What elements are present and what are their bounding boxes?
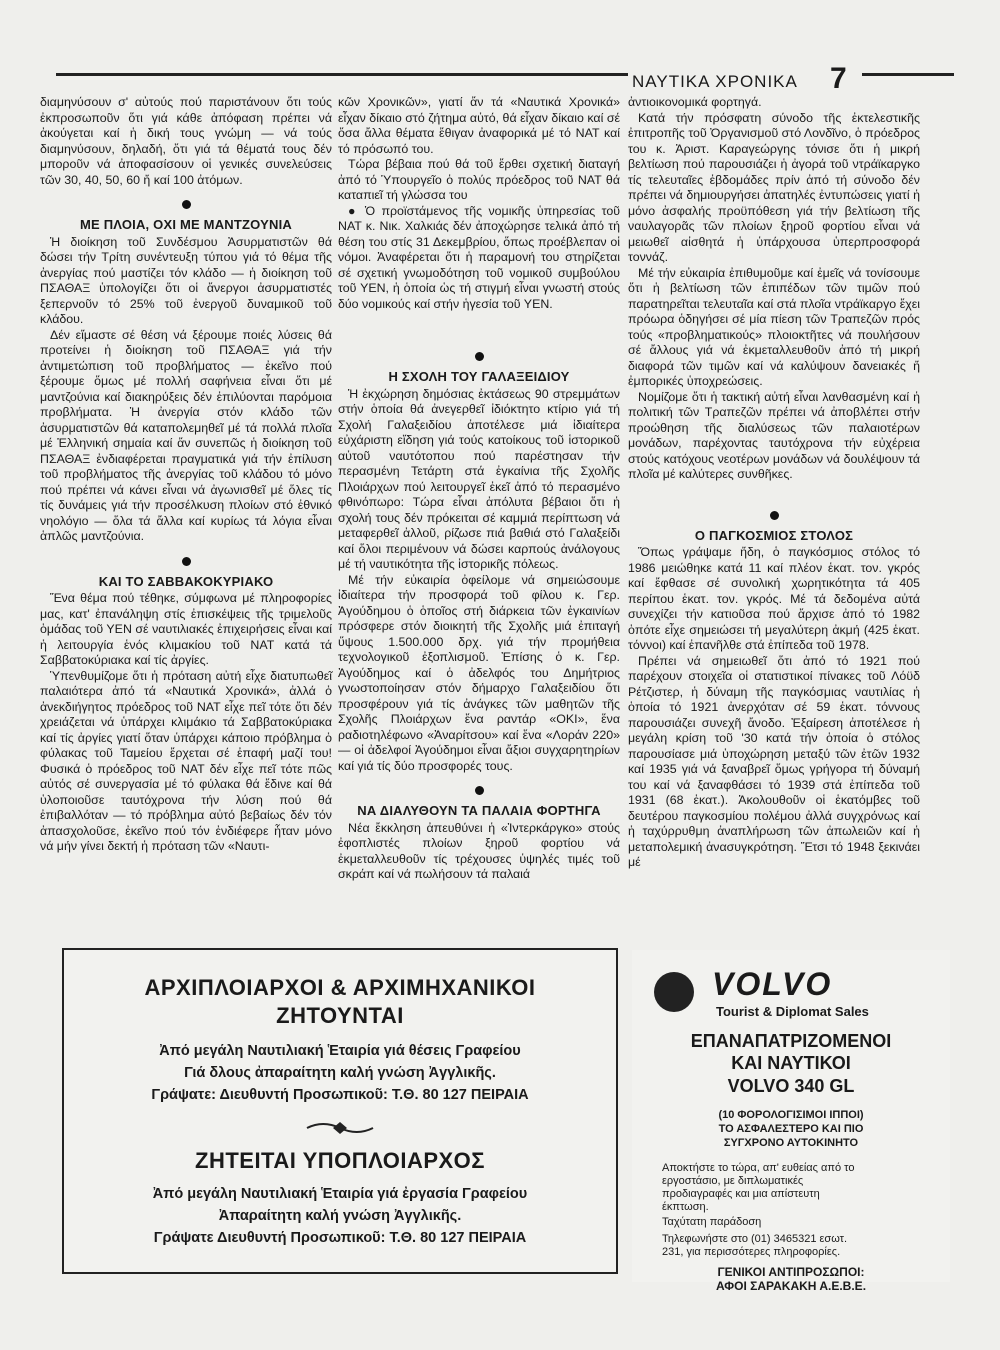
car-model: VOLVO 340 GL (727, 1076, 855, 1096)
article-text: Ὑπενθυμίζομε ὅτι ἡ πρόταση αὐτή εἶχε διατυπωθεῖ παλαιότερα ἀπό τά «Ναυτικά Χρονικά», ἀλλά ὁ ἀνεκδιήγητος πρόεδρος τοῦ ΝΑΤ εἶχε πεῖ τότε ὅτι δέν χρειάζεται νά ὑπάρχει κλιμάκιο τά Σαββατοκύριακα καί τίς ἀργίες γιατί ὅταν ὑπάρχει κάποιο πρόβλημα ὁ φύλακας τοῦ Ταμείου ἔρχεται σέ ἐπαφή μαζί του! Φυσικά ὁ πρόεδρος τοῦ ΝΑΤ δέν εἶχε πεῖ τότε πῶς αὐτός σέ συνεργασία μέ τό φύλακα θά ἔδινε καί θά ὑλοποιοῦσε ταυτόχρονα τήν λύση πού θά ἐπιβαλλόταν — τό πρόβλημα αὐτό βεβαίως δέν τόν ἀπασχολοῦσε, ἐκεῖνο πού τόν ἐνδιέφερε ἦταν μόνο νά μήν γίνει δεκτή ἡ πρόταση τῶν «Ναυτι- (40, 668, 332, 853)
page-number: 7 (830, 62, 847, 95)
bullet-dot (770, 511, 779, 520)
ad-title: ΖΗΤΟΥΝΤΑΙ (276, 1003, 404, 1028)
ad-text: Τηλεφωνήστε στο (01) 3465321 εσωτ. 231, για περισσότερες πληροφορίες. (662, 1233, 848, 1258)
ad-line: Γράψατε Διευθυντή Προσωπικοῦ: Τ.Θ. 80 127 ΠΕΙΡΑΙΑ (153, 1230, 527, 1246)
article-text: Τώρα βέβαια πού θά τοῦ ἔρθει σχετική διαταγή ἀπό τό Ὑπουργεῖο ὁ πολύς πρόεδρος τοῦ ΝΑΤ θά καταπιεῖ τή γλώσσα του (338, 157, 620, 202)
article-text: Πρέπει νά σημειωθεῖ ὅτι ἀπό τό 1921 πού παρέχουν στοιχεῖα οἱ στατιστικοί πίνακες τοῦ Λόϋδ Ρέτζιστερ, ἡ δύναμη τῆς παγκόσμιας ναυτιλίας ἡ ὁποία τό 1921 ἀνερχόταν σέ 59 ἑκατ. τόννους παρουσιάζει συνεχῆ ἄνοδο. Ἐξαίρεση ἀποτέλεσε ἡ μεγάλη κρίση τοῦ '30 κατά τήν ὁποία ὁ στόλος παρουσίασε μιά ὑποχώρηση μεταξύ τῶν ἐτῶν 1932 καί 1935 γιά νά ξαναβρεῖ ὅμως γρήγορα τή δύναμή του καί νά ξαναφθάσει τό 1939 στά ἐπίπεδα τοῦ 1931 (68 ἑκατ.). Ἀκολουθοῦν οἱ ἑκατόμβες τοῦ δευτέρου παγκοσμίου πολέμου ἀλλά συγχρόνως καί ἡ ταχύρρυθμη ἀναπλήρωση τῶν ἀπωλειῶν καί ἡ μεταπολεμική ἀνασυγκρότηση. Ἔτσι τό 1948 ξεκινάει μέ (628, 653, 920, 869)
bullet-dot (182, 200, 191, 209)
ad-text: Ταχύτατη παράδοση (662, 1216, 762, 1228)
article-text: Δέν εἴμαστε σέ θέση νά ξέρουμε ποιές λύσεις θά προτείνει ἡ διοίκηση τοῦ ΠΣΑΘΑΞ γιά τήν ἀντιμετώπιση τοῦ προβλήματος — ἐκεῖνο πού ξέρουμε ὅμως μέ πολλή σαφήνεια εἶναι ὅτι μέ μαντζούνια καί διακηρύξεις δέν ἐπιλύονται παρόμοια προβλήματα. Ἡ ἀνεργία στόν κλάδο τῶν ἀσυρματιστῶν θά καταπολεμηθεῖ μέ τά πολλά πλοῖα μέ Ἑλληνική σημαία καί ἄν συνεπῶς ἡ διοίκηση τοῦ ΠΣΑΘΑΞ ἐνδιαφέρεται πραγματικά γιά τήν ἐπίλυση τοῦ προβλήματος τῆς ἀνεργίας τοῦ κλάδου τό μόνο πού πρέπει νά κάνει εἶναι νά ἀγωνισθεῖ μέ ὅλες τίς τίς δυνάμεις γιά τήν προσέλκυση πλοίων στό ἐθνικό νηολόγιο — ὅλα τά ἄλλα καί κυρίως τά λόγια εἶναι ἁπλῶς μαντζούνια. (40, 327, 332, 543)
header-rule-left (56, 73, 628, 76)
volvo-emblem-icon (654, 972, 694, 1012)
ad-feature: ΣΥΓΧΡΟΝΟ ΑΥΤΟΚΙΝΗΤΟ (723, 1137, 859, 1149)
article-text: Κατά τήν πρόσφατη σύνοδο τῆς ἐκτελεστικῆς ἐπιτροπῆς τοῦ Ὀργανισμοῦ στό Λονδῖνο, ὁ πρόεδρος του κ. Ἀριστ. Καραγεώργης τόνισε ὅτι ἡ μικρή βελτίωση πού παρουσιάζει ἡ ἀγορά τοῦ ντράϊκαργκο τίς τελευταῖες ἑβδομάδες πρίν ἀπό τή σύνοδο δέν πρέπει νά δημιουργήσει ἀπατηλές ἐντυπώσεις γιατί ἡ μόνο ἀσφαλής προϋπόθεση γιά τήν βελτίωση τῆς ναυλαγορᾶς τῶν πλοίων ξηροῦ φορτίου εἶναι νά μειωθεῖ αἰσθητά ἡ ὑπάρχουσα ὑπερπροσφορά τοννάζ. (628, 110, 920, 264)
ad-line: Ἀπό μεγάλη Ναυτιλιακή Ἑταιρία γιά ἐργασία Γραφείου (152, 1186, 528, 1202)
ornament-divider-icon (64, 1120, 616, 1141)
article-text: Ἡ ἐκχώρηση δημόσιας ἐκτάσεως 90 στρεμμάτων στήν ὁποία θά ἀνεγερθεῖ ἰδιόκτητο κτίριο γιά τή Σχολή Γαλαξειδίου ἀποτέλεσε μιά ἰδιαίτερα εὐχάριστη εἴδηση γιά τούς κατοίκους τοῦ ἱστορικοῦ αὐτοῦ ναυτότοπου πού παρέστησαν τήν περασμένη Τετάρτη στά ἐγκαίνια τῆς Σχολῆς Πλοιάρχων πού λειτουργεῖ ἐκεῖ ἀπό τό περασμένο φθινόπωρο: Τώρα εἶναι ἀπόλυτα βέβαιοι ὅτι ἡ σχολή τους δέν πρόκειται σέ καμμιά περίπτωση νά μεταφερθεῖ ἀλλοῦ, ρίζωσε πιά βαθιά στό Γαλαξείδι καί ὅλοι περιμένουν νά δώσει καρπούς ἀνάλογους μέ τή ναυτικότητα τῆς ἱστορικῆς πόλεως. (338, 386, 620, 571)
ad-line: Ἀπαραίτητη καλή γνώση Ἀγγλικῆς. (218, 1208, 462, 1224)
article-text: Μέ τήν εὐκαιρία ἐπιθυμοῦμε καί ἐμεῖς νά τονίσουμε ὅτι ἡ βελτίωση τῶν ἐπιπέδων τῶν τιμῶν πού παρατηρεῖται τελευταῖα καί στά πλοῖα ντράϊκαργο ἔχει πρόωρα ὁδηγήσει σέ μία πίεση τῶν Τραπεζῶν πρός τούς «προβληματικούς» πλοιοκτῆτες νά πουλήσουν σέ ἄλλους γιά νά ἐκμεταλλευθοῦν ἀπό τή μικρή διαφορά τῶν τιμῶν καί νά καλύψουν δανειακές ἤ ἐμπορικές ὑποχρεώσεις. (628, 265, 920, 388)
ad-line: Γιά δλους ἀπαραίτητη καλή γνώση Ἀγγλικῆς. (184, 1065, 496, 1081)
column-1 (40, 95, 332, 855)
section-heading: ΜΕ ΠΛΟΙΑ, ΟΧΙ ΜΕ ΜΑΝΤΖΟΥΝΙΑ (80, 217, 292, 232)
ad-title: ΖΗΤΕΙΤΑΙ ΥΠΟΠΛΟΙΑΡΧΟΣ (195, 1148, 485, 1173)
ad-heading: ΚΑΙ ΝΑΥΤΙΚΟΙ (731, 1053, 851, 1073)
article-text: Ἕνα θέμα πού τέθηκε, σύμφωνα μέ πληροφορίες μας, κατ' ἐπανάληψη στίς ἐπισκέψεις τῆς τριμελοῦς ὁμάδας τοῦ ΥΕΝ σέ ναυτιλιακές ἐπιχειρήσεις εἶναι καί ἡ λειτουργία ἑνός κλιμακίου τοῦ ΝΑΤ κατά τά Σαββατοκύριακα καί τίς ἀργίες. (40, 591, 332, 667)
publication-name: ΝΑΥΤΙΚΑ ΧΡΟΝΙΚΑ (632, 72, 798, 91)
brand-logo: VOLVO (712, 966, 833, 1002)
bullet-dot (475, 786, 484, 795)
ad-title: ΑΡΧΙΠΛΟΙΑΡΧΟΙ & ΑΡΧΙΜΗΧΑΝΙΚΟΙ (144, 975, 536, 1000)
ad-line: Γράψατε: Διευθυντή Προσωπικοῦ: Τ.Θ. 80 127 ΠΕΙΡΑΙΑ (151, 1087, 529, 1103)
article-text: Νέα ἔκκληση ἀπευθύνει ἡ «Ἰντερκάργκο» στούς ἐφοπλιστές πλοίων ξηροῦ φορτίου νά ἐκμεταλλευθοῦν τίς τρέχουσες ὑψηλές τιμές τοῦ σκράπ καί νά πωλήσουν τά παλαιά (338, 820, 620, 881)
header-rule-right (862, 73, 954, 76)
dealer-name: ΑΦΟΙ ΣΑΡΑΚΑΚΗ Α.Ε.Β.Ε. (715, 1279, 867, 1293)
ad-text: Αποκτήστε το τώρα, απ' ευθείας από το εργοστάσιο, με διπλωματικές προδιαγραφές και μια απίστευτη έκπτωση. (662, 1162, 855, 1213)
column-2 (338, 95, 620, 883)
article-text: ● Ὁ προϊστάμενος τῆς νομικῆς ὑπηρεσίας τοῦ ΝΑΤ κ. Νικ. Χαλκιάς δέν ἀποχώρησε τελικά ἀπό τή θέση του στίς 31 Δεκεμβρίου, ὅπως προέβλεπαν οἱ νόμοι. Ἀναφέρεται ὅτι ἡ παραμονή του στηρίζεται σέ σχετική γνωμοδότηση τοῦ νομικοῦ συμβούλου τοῦ ΥΕΝ, ἡ ὁποία ὡς τή στιγμή εἶναι γνωστή στούς δύο νομικούς καί στήν ἡγεσία τοῦ ΥΕΝ. (338, 203, 620, 311)
brand-subtitle: Tourist & Diplomat Sales (716, 1004, 869, 1019)
section-heading: Η ΣΧΟΛΗ ΤΟΥ ΓΑΛΑΞΕΙΔΙΟΥ (388, 369, 570, 384)
article-text: Μέ τήν εὐκαιρία ὀφείλομε νά σημειώσουμε ἰδιαίτερα τήν προσφορά τοῦ φίλου κ. Γερ. Ἀγούδημου ὁ ὁποῖος στή διάρκεια τῶν ἐγκαινίων πρόσφερε στόν διοικητή τῆς Σχολῆς μιά ἐπιταγή ὕψους 1.500.000 δρχ. γιά τήν προμήθεια τεχνολογικοῦ ἐξοπλισμοῦ. Ἐπίσης ὁ κ. Γερ. Ἀγούδημος καί ὁ ἀδελφός του Δημήτριος γνωστοποίησαν στόν δήμαρχο Γαλαξειδίου ὅτι προσφέρουν γιά τίς ἀνάγκες τῶν μαθητῶν τῆς Σχολῆς Πλοιάρχων ἕνα ραντάρ «ΟΚΙ», ἕνα ραδιοτηλέφωνο «Ἀναρίτσου» καί ἕνα «Λοράν 220» — οἱ ἀδελφοί Ἀγούδημοι εἶναι ἄξιοι συγχαρητηρίων καί γιά τίς δύο προσφορές τους. (338, 572, 620, 773)
section-heading: Ο ΠΑΓΚΟΣΜΙΟΣ ΣΤΟΛΟΣ (694, 527, 854, 543)
ad-feature: ΤΟ ΑΣΦΑΛΕΣΤΕΡΟ ΚΑΙ ΠΙΟ (718, 1123, 864, 1135)
volvo-advertisement (632, 950, 950, 1293)
bullet-dot (182, 557, 191, 566)
article-text: Ἡ διοίκηση τοῦ Συνδέσμου Ἀσυρματιστῶν θά δώσει τήν Τρίτη συνέντευξη τύπου γιά τό θέμα τῆς ἀνεργίας πού μαστίζει τόν κλάδο — ἡ διοίκηση τοῦ ΠΣΑΘΑΞ ὑπολογίζει ὅτι οἱ ἄνεργοι ἀσυρματιστές ξεπερνοῦν τό 25% τοῦ ἐνεργοῦ δυναμικοῦ τοῦ κλάδου. (40, 234, 332, 326)
ad-feature: (10 ΦΟΡΟΛΟΓΙΣΙΜΟΙ ΙΠΠΟΙ) (718, 1109, 864, 1121)
section-heading: ΚΑΙ ΤΟ ΣΑΒΒΑΚΟΚΥΡΙΑΚΟ (98, 573, 274, 589)
article-text: διαμηνύσουν σ' αὐτούς πού παριστάνουν ὅτι τούς ἐκπροσωποῦν ὅτι γιά κάθε ἀπόφαση πρέπει νά ἀκούγεται καί ἡ δική τους γνώμη — νά τούς διαμηνύσουν, δηλαδή, ὅτι γιά τά θέματά τους δέν μποροῦν νά ἀποφασίσουν οἱ γενικές συνελεύσεις τῶν 30, 40, 50, 60 ἤ καί 100 ἀτόμων. (40, 95, 332, 187)
article-text: κῶν Χρονικῶν», γιατί ἄν τά «Ναυτικά Χρονικά» εἶχαν δίκαιο στό ζήτημα αὐτό, θά εἶχαν δίκαιο καί σέ ὅσα ἄλλα θέματα ἔθιγαν ἀναφορικά μέ τό ΝΑΤ καί τό πρόσωπό του. (338, 95, 620, 156)
job-advertisement (62, 948, 618, 1274)
column-3 (628, 95, 920, 871)
article-text: Ὅπως γράψαμε ἤδη, ὁ παγκόσμιος στόλος τό 1986 μειώθηκε κατά 11 καί πλέον ἑκατ. τον. γκρός καί ἔφθασε σέ συνολική χωρητικότητα τά 405 περίπου ἑκατ. τον. γκρός. Μέ τά δεδομένα αὐτά συνεχίζει τήν κατιοῦσα πού ἄρχισε ἀπό τό 1982 ὁπότε εἶχε σημειώσει τή μεγαλύτερη ἀκμή (425 ἑκατ. τόννοι) καί ἐπανῆλθε στά ἐπίπεδα τοῦ 1978. (628, 545, 920, 652)
article-text: ἀντιοικονομικά φορτηγά. (628, 95, 762, 109)
ad-heading: ΕΠΑΝΑΠΑΤΡΙΖΟΜΕΝΟΙ (690, 1031, 892, 1051)
section-heading: ΝΑ ΔΙΑΛΥΘΟΥΝ ΤΑ ΠΑΛΑΙΑ ΦΟΡΤΗΓΑ (357, 803, 601, 818)
dealer-label: ΓΕΝΙΚΟΙ ΑΝΤΙΠΡΟΣΩΠΟΙ: (717, 1265, 865, 1279)
bullet-dot (475, 352, 484, 361)
ad-line: Ἀπό μεγάλη Ναυτιλιακή Ἑταιρία γιά θέσεις Γραφείου (159, 1043, 521, 1059)
article-text: Νομίζομε ὅτι ἡ τακτική αὐτή εἶναι λανθασμένη καί ἡ πολιτική τῶν Τραπεζῶν πρέπει νά ἀποβλέπει στήν προώθηση τῆς διαλύσεως τῶν παλαιοτέρων μονάδων, παρέχοντας ταυτόχρονα τήν εὐχέρεια στούς κατόχους νεοτέρων μονάδων νά δουλέψουν τά πλοῖα μέ καλύτερες συνθῆκες. (628, 389, 920, 481)
